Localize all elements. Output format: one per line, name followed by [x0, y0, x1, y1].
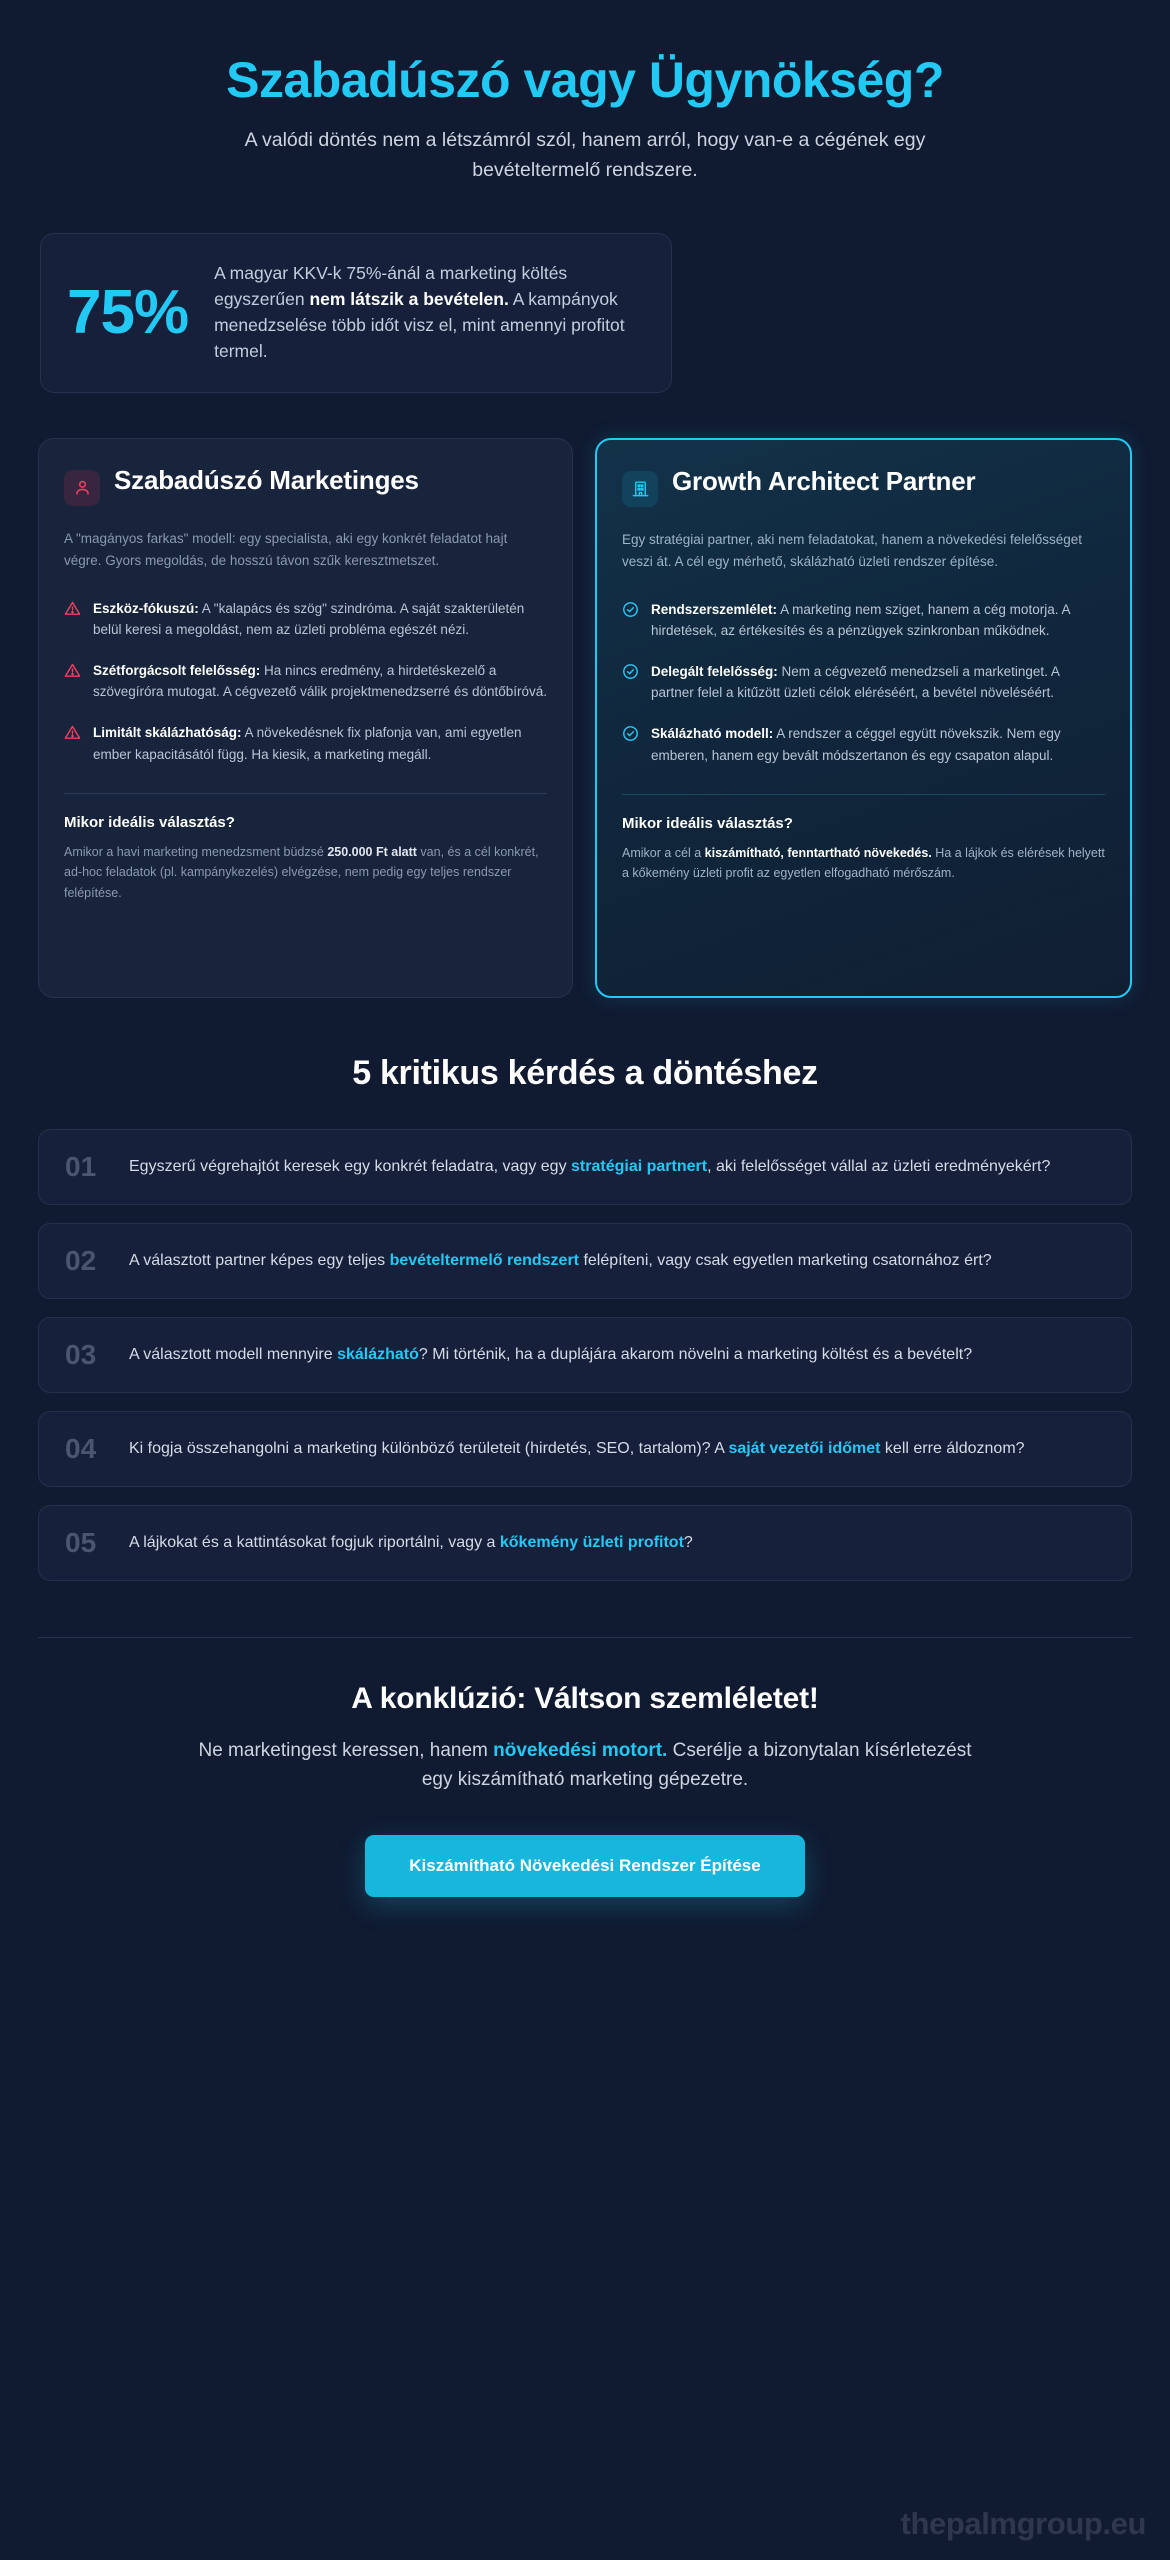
- card-footer-before: Amikor a havi marketing menedzsment büdzsé: [64, 845, 328, 860]
- card-footer-bold: 250.000 Ft alatt: [327, 845, 417, 860]
- conclusion-text: [185, 1736, 985, 1795]
- question-text: [129, 1343, 972, 1367]
- list-item: [622, 723, 1105, 766]
- warning-triangle-icon: [64, 724, 81, 741]
- warning-triangle-icon: [64, 662, 81, 679]
- question-highlight: bevételtermelő rendszert: [389, 1251, 579, 1269]
- question-after: kell erre áldoznom?: [880, 1439, 1025, 1457]
- card-footer-after: van, és a cél konkrét, ad-hoc feladatok (pl. kampánykezelés) elvégzése, nem pedig egy teljes rendszer felépítése.: [64, 845, 539, 900]
- list-item: [622, 661, 1105, 704]
- check-circle-icon: [622, 663, 639, 680]
- question-highlight: saját vezetői időmet: [728, 1439, 881, 1457]
- card-footer-after: Ha a lájkok és elérések helyett a kőkemény üzleti profit az egyetlen elfogadható mérőszám.: [622, 846, 1105, 881]
- stat-number: 75%: [67, 278, 189, 348]
- list-item-label: Rendszerszemlélet:: [651, 601, 778, 617]
- conclusion-section: [38, 1682, 1132, 1897]
- conclusion-title: A konklúzió: Váltson szemléletet!: [351, 1681, 819, 1715]
- divider: [622, 794, 1105, 795]
- question-number: 02: [65, 1244, 97, 1276]
- list-item-text: [93, 722, 547, 765]
- list-item-text: [651, 661, 1105, 704]
- card-bullet-list: [64, 598, 547, 766]
- question-text: [129, 1249, 992, 1273]
- question-text: [129, 1531, 693, 1555]
- list-item: [64, 722, 547, 765]
- list-item-body: Ha nincs eredmény, a hirdetéskezelő a szövegíróra mutogat. A cégvezető válik projektmenedzserré és döntőbíróvá.: [93, 662, 547, 700]
- conclusion-before: Ne marketingest keressen, hanem: [198, 1739, 494, 1761]
- questions-section: [38, 1054, 1132, 1581]
- stat-text-after: A kampányok menedzselése több időt visz el, mint amennyi profitot termel.: [214, 289, 625, 361]
- question-after: ?: [683, 1533, 693, 1551]
- conclusion-after: Cserélje a bizonytalan kísérletezést egy kiszámítható marketing gépezetre.: [421, 1739, 972, 1791]
- list-item-body: A rendszer a céggel együtt növekszik. Nem egy emberen, hanem egy bevált módszertanon és egy csapaton alapul.: [651, 725, 1061, 763]
- hero-subtitle: A valódi döntés nem a létszámról szól, hanem arról, hogy van-e a cégének egy bevételtermelő rendszere.: [244, 129, 926, 181]
- list-item-label: Skálázható modell:: [651, 725, 774, 741]
- question-number: 05: [65, 1526, 97, 1558]
- list-item-label: Limitált skálázhatóság:: [93, 724, 242, 740]
- comparison-card-freelancer: [38, 438, 573, 998]
- watermark: thepalmgroup.eu: [900, 2506, 1146, 2541]
- card-bullet-list: [622, 599, 1105, 767]
- card-title: Szabadúszó Marketinges: [114, 464, 419, 495]
- question-item: [38, 1505, 1132, 1581]
- card-lead-text: A "magányos farkas" modell: egy specialista, aki egy konkrét feladatot hajt végre. Gyors megoldás, de hosszú távon szűk keresztmetszet.: [64, 530, 508, 568]
- conclusion-highlight: növekedési motort.: [493, 1739, 668, 1761]
- question-highlight: stratégiai partnert: [571, 1157, 708, 1175]
- card-header: [64, 465, 547, 506]
- list-item-text: [651, 599, 1105, 642]
- check-circle-icon: [622, 601, 639, 618]
- question-after: felépíteni, vagy csak egyetlen marketing csatornához ért?: [579, 1251, 992, 1269]
- build-growth-system-button[interactable]: Kiszámítható Növekedési Rendszer Építése: [365, 1835, 804, 1897]
- comparison-section: [38, 438, 1132, 998]
- divider: [64, 793, 547, 794]
- question-before: A lájkokat és a kattintásokat fogjuk riportálni, vagy a: [129, 1533, 500, 1551]
- warning-triangle-icon: [64, 600, 81, 617]
- card-title: Growth Architect Partner: [672, 465, 976, 496]
- list-item-text: [93, 598, 547, 641]
- user-icon: [64, 470, 100, 506]
- card-lead-text: Egy stratégiai partner, aki nem feladatokat, hanem a növekedési felelősséget veszi át. A cél egy mérhető, skálázható üzleti rendszer építése.: [622, 531, 1083, 569]
- stat-callout-box: [40, 233, 672, 393]
- card-footer-title: Mikor ideális választás?: [64, 814, 235, 832]
- section-divider: [38, 1637, 1132, 1638]
- question-text: [129, 1155, 1050, 1179]
- question-item: [38, 1129, 1132, 1205]
- question-before: Ki fogja összehangolni a marketing különböző területeit (hirdetés, SEO, tartalom)? A: [129, 1439, 729, 1457]
- list-item: [622, 599, 1105, 642]
- list-item-label: Szétforgácsolt felelősség:: [93, 662, 261, 678]
- card-footer-before: Amikor a cél a: [622, 846, 705, 861]
- list-item-body: A "kalapács és szög" szindróma. A saját szakterületén belül keresi a megoldást, nem az üzleti probléma egészét nézi.: [93, 600, 525, 638]
- question-number: 04: [65, 1432, 97, 1464]
- question-item: [38, 1223, 1132, 1299]
- list-item-text: [93, 660, 547, 703]
- page-title: Szabadúszó vagy Ügynökség?: [226, 52, 944, 108]
- card-footer-text: [622, 843, 1105, 884]
- card-footer-bold: kiszámítható, fenntartható növekedés.: [704, 846, 932, 861]
- question-item: [38, 1411, 1132, 1487]
- question-before: A választott partner képes egy teljes: [129, 1251, 390, 1269]
- question-number: 03: [65, 1338, 97, 1370]
- list-item: [64, 598, 547, 641]
- list-item-body: A marketing nem sziget, hanem a cég motorja. A hirdetések, az értékesítés és a pénzügyek szinkronban működnek.: [651, 601, 1070, 639]
- list-item-label: Delegált felelősség:: [651, 663, 778, 679]
- question-after: , aki felelősséget vállal az üzleti eredményekért?: [707, 1157, 1051, 1175]
- question-text: [129, 1437, 1025, 1461]
- list-item-label: Eszköz-fókuszú:: [93, 600, 199, 616]
- questions-title: 5 kritikus kérdés a döntéshez: [352, 1053, 818, 1092]
- question-item: [38, 1317, 1132, 1393]
- questions-list: [38, 1129, 1132, 1581]
- building-icon: [622, 471, 658, 507]
- question-after: ? Mi történik, ha a duplájára akarom növelni a marketing költést és a bevételt?: [418, 1345, 973, 1363]
- question-before: A választott modell mennyire: [129, 1345, 338, 1363]
- list-item: [64, 660, 547, 703]
- comparison-card-growth-partner: [595, 438, 1132, 998]
- list-item-body: A növekedésnek fix plafonja van, ami egyetlen ember kapacitásától függ. Ha kiesik, a marketing megáll.: [93, 724, 522, 762]
- question-before: Egyszerű végrehajtót keresek egy konkrét feladatra, vagy egy: [129, 1157, 572, 1175]
- hero-section: [38, 0, 1132, 185]
- question-highlight: kőkemény üzleti profitot: [499, 1533, 684, 1551]
- stat-text-before: A magyar KKV-k 75%-ánál a marketing költés egyszerűen: [214, 263, 568, 310]
- card-footer-title: Mikor ideális választás?: [622, 815, 793, 833]
- list-item-body: Nem a cégvezető menedzseli a marketinget. A partner felel a kitűzött üzleti célok eléréséért, a bevétel növeléséért.: [651, 663, 1060, 701]
- cta-container: [38, 1835, 1132, 1897]
- question-number: 01: [65, 1150, 97, 1182]
- stat-description: [214, 261, 641, 365]
- card-header: [622, 466, 1105, 507]
- question-highlight: skálázható: [337, 1345, 419, 1363]
- stat-text-bold: nem látszik a bevételen.: [309, 289, 509, 310]
- list-item-text: [651, 723, 1105, 766]
- card-footer-text: [64, 842, 547, 903]
- check-circle-icon: [622, 725, 639, 742]
